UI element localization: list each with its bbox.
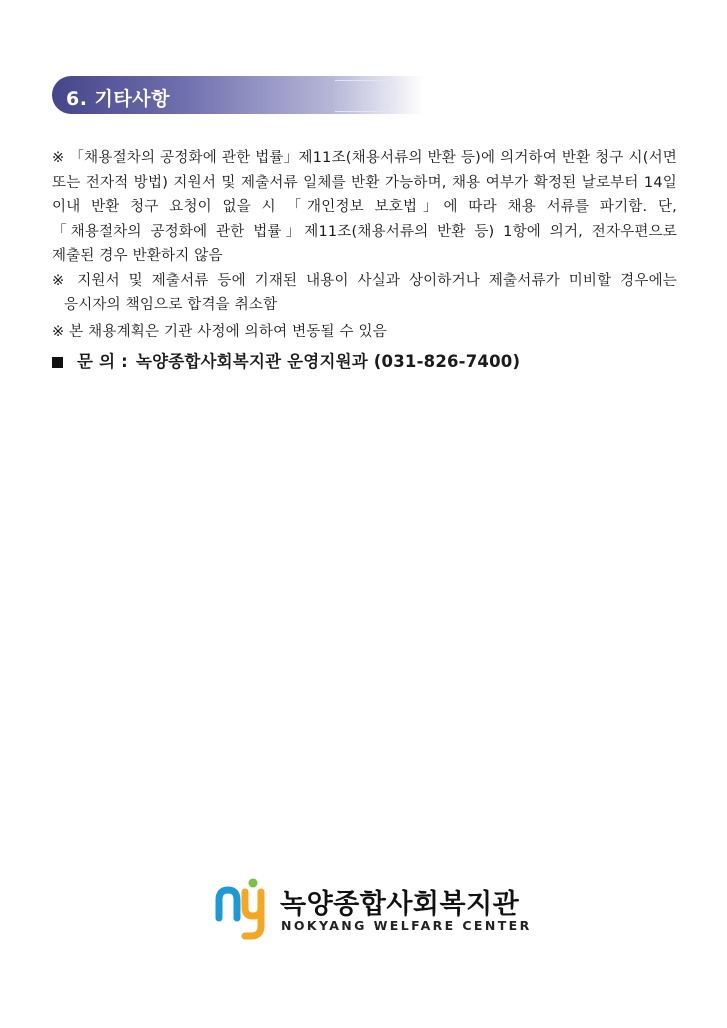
note-item: ※ 본 채용계획은 기관 사정에 의하여 변동될 수 있음	[52, 323, 387, 340]
nokyang-logo-mark-icon	[214, 878, 272, 940]
square-bullet-icon	[52, 357, 63, 368]
section-header	[52, 76, 424, 114]
section-title: 6. 기타사항	[66, 88, 170, 110]
logo-korean-name: 녹양종합사회복지관	[280, 889, 520, 920]
note-item: ※ 「채용절차의 공정화에 관한 법률」제11조(채용서류의 반환 등)에 의거하여 반환 청구 시(서면 또는 전자적 방법) 지원서 및 제출서류 일체를 반환 가능하며, 채용 여부가 확정된 날로부터 14일 이내 반환 청구 요청이 없을 시 「개인정보 보호법」에 따라 채용 서류를 파기함. 단, 「채용절차의 공정화에 관한 법률」제11조(채용서류의 반환 등) 1항에 의거, 전자우편으로 제출된 경우 반환하지 않음	[52, 150, 677, 264]
section-header-edge	[335, 80, 396, 112]
organization-logo	[214, 878, 532, 940]
notes-body	[52, 146, 677, 375]
contact-label: 문 의 :	[77, 352, 128, 371]
contact-line	[52, 350, 677, 375]
note-item: ※ 지원서 및 제출서류 등에 기재된 내용이 사실과 상이하거나 제출서류가 미비할 경우에는 응시자의 책임으로 합격을 취소함	[52, 272, 677, 313]
logo-english-name: NOKYANG WELFARE CENTER	[281, 918, 532, 933]
contact-value: 녹양종합사회복지관 운영지원과 (031-826-7400)	[135, 352, 521, 371]
